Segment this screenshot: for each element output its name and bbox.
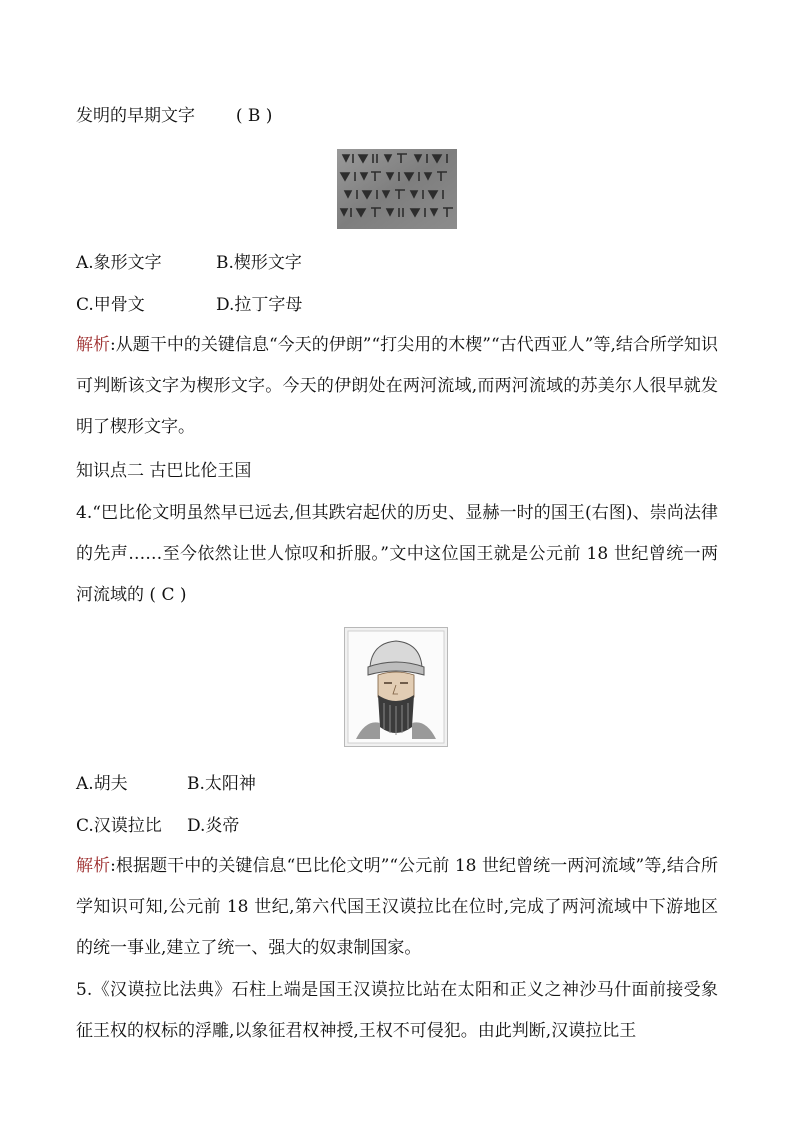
q4-option-b: B.太阳神 <box>187 774 256 794</box>
q4-stem: 4.“巴比伦文明虽然早已远去,但其跌宕起伏的历史、显赫一时的国王(右图)、崇尚法律的先声……至今依然让世人惊叹和折服。”文中这位国王就是公元前 18 世纪曾统一两河流域的 ( C ) <box>76 503 718 605</box>
q4-options-row-2 <box>76 816 239 836</box>
q3-stem-tail: 发明的早期文字 <box>76 106 195 126</box>
q4-analysis-label: 解析 <box>76 856 111 876</box>
king-portrait-image <box>344 627 448 747</box>
q3-analysis <box>76 325 718 448</box>
q3-option-c: C.甲骨文 <box>76 295 145 315</box>
section-heading: 知识点二 古巴比伦王国 <box>76 461 252 481</box>
q3-options-row-2 <box>76 295 302 315</box>
q5-stem: 5.《汉谟拉比法典》石柱上端是国王汉谟拉比站在太阳和正义之神沙马什面前接受象征王权的权标的浮雕,以象征君权神授,王权不可侵犯。由此判断,汉谟拉比王 <box>76 980 718 1041</box>
q3-options-row-1 <box>76 253 302 273</box>
q3-option-b: B.楔形文字 <box>216 253 302 273</box>
q3-option-d: D.拉丁字母 <box>216 295 303 315</box>
q4-options-row-1 <box>76 774 256 794</box>
q4-analysis <box>76 846 718 969</box>
q3-option-a: A.象形文字 <box>76 253 162 273</box>
q3-answer: ( B ) <box>235 106 273 126</box>
q3-stem-line <box>76 106 272 126</box>
q4-option-c: C.汉谟拉比 <box>76 816 162 836</box>
q3-analysis-text: :从题干中的关键信息“今天的伊朗”“打尖用的木楔”“古代西亚人”等,结合所学知识可判断该文字为楔形文字。今天的伊朗处在两河流域,而两河流域的苏美尔人很早就发明了楔形文字。 <box>76 335 719 437</box>
q4-analysis-text: :根据题干中的关键信息“巴比伦文明”“公元前 18 世纪曾统一两河流域”等,结合所学知识可知,公元前 18 世纪,第六代国王汉谟拉比在位时,完成了两河流域中下游地区的统一事业,建立了统一、强大的奴隶制国家。 <box>76 856 718 958</box>
q4-option-a: A.胡夫 <box>76 774 128 794</box>
q4-option-d: D.炎帝 <box>187 816 240 836</box>
cuneiform-tablet-image <box>337 149 457 229</box>
q3-analysis-label: 解析 <box>76 335 111 355</box>
